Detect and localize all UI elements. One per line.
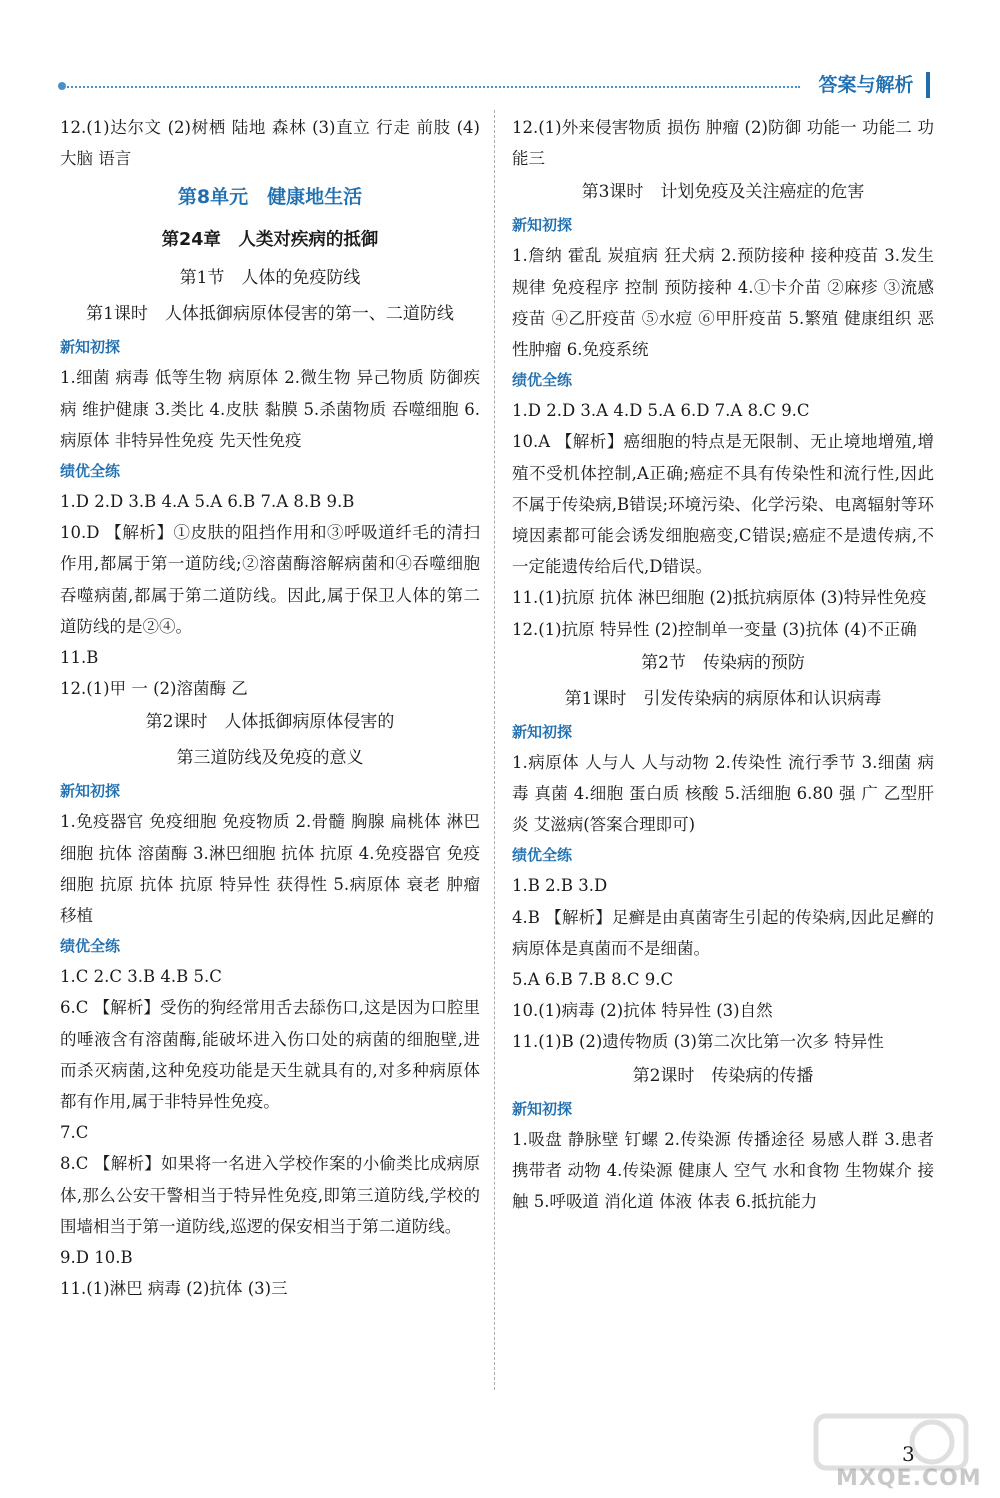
- tag-label: 新知初探: [512, 1099, 573, 1118]
- answer-paragraph: 1.细菌 病毒 低等生物 病原体 2.微生物 异己物质 防御疾病 维护健康 3.类比 4.皮肤 黏膜 5.杀菌物质 吞噬细胞 6.病原体 非特异性免疫 先天性免疫: [60, 368, 480, 450]
- answer-paragraph: 12.(1)达尔文 (2)树栖 陆地 森林 (3)直立 行走 前肢 (4)大脑 语言: [60, 118, 480, 169]
- column-divider: [494, 110, 495, 1390]
- chapter-heading: 第24章 人类对疾病的抵御: [161, 230, 379, 251]
- tag-label: 绩优全练: [512, 371, 573, 390]
- answer-paragraph: 1.D 2.D 3.B 4.A 5.A 6.B 7.A 8.B 9.B: [60, 492, 355, 512]
- answer-paragraph: 10.D 【解析】①皮肤的阻挡作用和③呼吸道纤毛的清扫作用,都属于第一道防线;②溶菌酶溶解病菌和④吞噬细胞吞噬病菌,都属于第二道防线。因此,属于保卫人体的第二道防线的是②④。: [60, 523, 480, 636]
- tag-label: 新知初探: [60, 338, 121, 357]
- header-bracket: [926, 72, 930, 98]
- answer-paragraph: 10.(1)病毒 (2)抗体 特异性 (3)自然: [512, 1001, 773, 1021]
- lesson-heading: 第2课时 传染病的传播: [632, 1065, 814, 1086]
- lesson-heading: 第3课时 计划免疫及关注癌症的危害: [581, 182, 865, 203]
- answer-paragraph: 11.(1)B (2)遗传物质 (3)第二次比第一次多 特异性: [512, 1032, 884, 1052]
- tag-label: 新知初探: [60, 782, 121, 801]
- answer-paragraph: 1.D 2.D 3.A 4.D 5.A 6.D 7.A 8.C 9.C: [512, 401, 810, 421]
- section-heading: 第1节 人体的免疫防线: [179, 268, 361, 289]
- answer-paragraph: 1.吸盘 静脉壁 钉螺 2.传染源 传播途径 易感人群 3.患者 携带者 动物 4.传染源 健康人 空气 水和食物 生物媒介 接触 5.呼吸道 消化道 体液 体表 6.抵抗能力: [512, 1129, 934, 1212]
- answer-paragraph: 8.C 【解析】如果将一名进入学校作案的小偷类比成病原体,那么公安干警相当于特异性免疫,即第三道防线,学校的围墙相当于第一道防线,巡逻的保安相当于第二道防线。: [60, 1154, 480, 1236]
- right-column: [512, 112, 934, 1217]
- section-heading: 第2节 传染病的预防: [641, 652, 805, 673]
- lesson-heading: 第2课时 人体抵御病原体侵害的: [145, 712, 395, 733]
- answer-paragraph: 7.C: [60, 1123, 89, 1143]
- answer-paragraph: 11.B: [60, 648, 99, 668]
- answer-paragraph: 6.C 【解析】受伤的狗经常用舌去舔伤口,这是因为口腔里的唾液含有溶菌酶,能破坏进入伤口处的病菌的细胞壁,进而杀灭病菌,这种免疫功能是天生就具有的,对多种病原体都有作用,属于非特异性免疫。: [60, 998, 480, 1112]
- answer-paragraph: 12.(1)抗原 特异性 (2)控制单一变量 (3)抗体 (4)不正确: [512, 619, 917, 639]
- lesson-heading-cont: 第三道防线及免疫的意义: [176, 748, 364, 769]
- answer-paragraph: 1.B 2.B 3.D: [512, 876, 608, 896]
- answer-paragraph: 12.(1)外来侵害物质 损伤 肿瘤 (2)防御 功能一 功能二 功能三: [512, 118, 934, 169]
- answer-paragraph: 9.D 10.B: [60, 1248, 133, 1268]
- tag-label: 新知初探: [512, 722, 573, 741]
- answer-paragraph: 1.詹纳 霍乱 炭疽病 狂犬病 2.预防接种 接种疫苗 3.发生规律 免疫程序 控制 预防接种 4.①卡介苗 ②麻疹 ③流感疫苗 ④乙肝疫苗 ⑤水痘 ⑥甲肝疫苗 5.繁殖 健康组织 恶性肿瘤 6.免疫系统: [512, 246, 934, 360]
- answer-paragraph: 5.A 6.B 7.B 8.C 9.C: [512, 970, 674, 990]
- answer-paragraph: 1.病原体 人与人 人与动物 2.传染性 流行季节 3.细菌 病毒 真菌 4.细胞 蛋白质 核酸 5.活细胞 6.80 强 广 乙型肝炎 艾滋病(答案合理即可): [512, 752, 934, 835]
- answer-paragraph: 12.(1)甲 一 (2)溶菌酶 乙: [60, 679, 248, 699]
- left-column: [60, 112, 480, 1304]
- answer-paragraph: 11.(1)抗原 抗体 淋巴细胞 (2)抵抗病原体 (3)特异性免疫: [512, 588, 927, 608]
- answer-paragraph: 4.B 【解析】足癣是由真菌寄生引起的传染病,因此足癣的病原体是真菌而不是细菌。: [512, 907, 934, 958]
- tag-label: 新知初探: [512, 216, 573, 235]
- answer-paragraph: 1.C 2.C 3.B 4.B 5.C: [60, 967, 222, 987]
- lesson-heading: 第1课时 人体抵御病原体侵害的第一、二道防线: [86, 304, 454, 325]
- header-title: 答案与解析: [818, 74, 914, 96]
- answer-paragraph: 11.(1)淋巴 病毒 (2)抗体 (3)三: [60, 1279, 288, 1299]
- unit-heading: 第8单元 健康地生活: [177, 186, 363, 209]
- page-number: 3: [902, 1442, 915, 1466]
- answer-paragraph: 1.免疫器官 免疫细胞 免疫物质 2.骨髓 胸腺 扁桃体 淋巴细胞 抗体 溶菌酶 3.淋巴细胞 抗体 抗原 4.免疫器官 免疫细胞 抗原 抗体 抗原 特异性 获得性 5.病原体 衰老 肿瘤 移植: [60, 812, 480, 926]
- tag-label: 绩优全练: [60, 937, 121, 956]
- watermark-text: MXQE.COM: [836, 1466, 982, 1491]
- tag-label: 绩优全练: [60, 462, 121, 481]
- header-rule: [60, 86, 800, 88]
- tag-label: 绩优全练: [512, 846, 573, 865]
- answer-paragraph: 10.A 【解析】癌细胞的特点是无限制、无止境地增殖,增殖不受机体控制,A正确;癌症不具有传染性和流行性,因此不属于传染病,B错误;环境污染、化学污染、电离辐射等环境因素都可能会诱发细胞癌变,C错误;癌症不是遗传病,不一定能遗传给后代,D错误。: [512, 432, 934, 577]
- lesson-heading: 第1课时 引发传染病的病原体和认识病毒: [564, 688, 882, 709]
